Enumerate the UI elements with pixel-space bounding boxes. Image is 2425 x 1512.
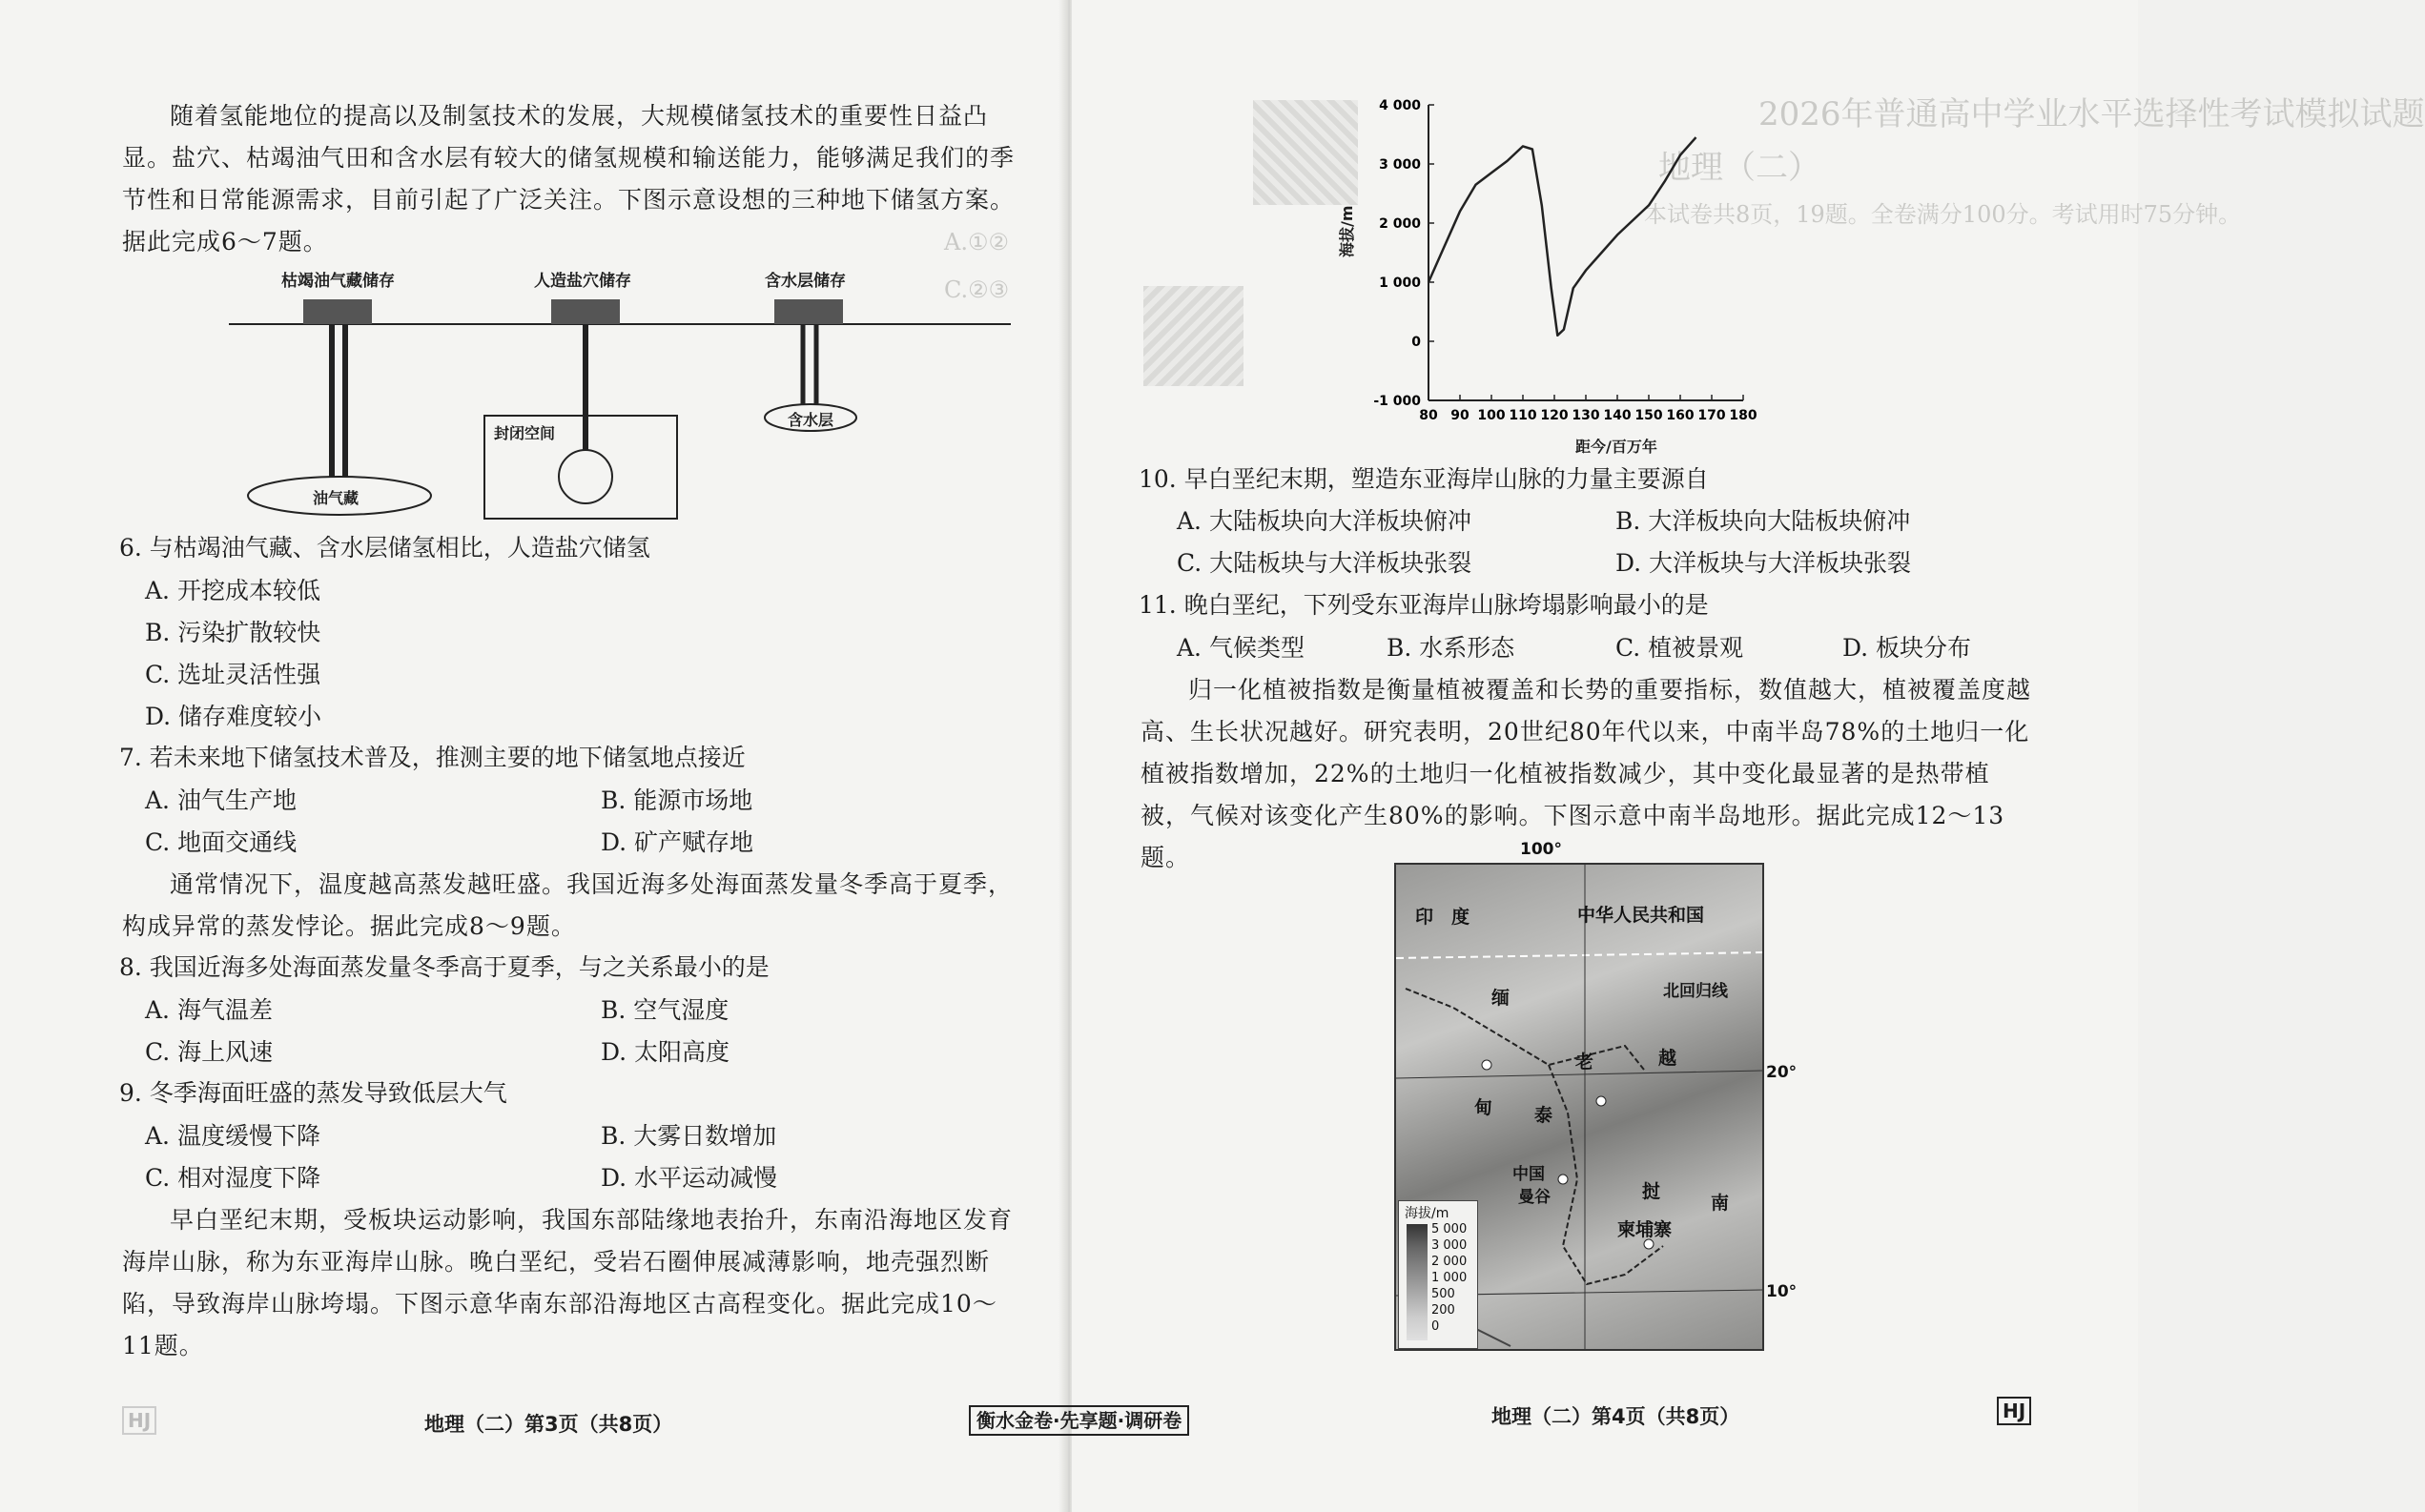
legend-1000: 1 000 (1431, 1271, 1468, 1285)
q10-option-d: D. 大洋板块与大洋板块张裂 (1615, 549, 1912, 577)
qr-code-ghost (1253, 100, 1358, 205)
q6-option-d: D. 储存难度较小 (145, 703, 322, 730)
chart-x-tick-label: 90 (1450, 408, 1469, 423)
q9-option-b: B. 大雾日数增加 (601, 1122, 777, 1150)
chart-y-tick-label: 1 000 (1379, 276, 1421, 291)
bleed-title: 2026年普通高中学业水平选择性考试模拟试题 (1758, 95, 2425, 133)
question-8: 8. 我国近海多处海面蒸发量冬季高于夏季，与之关系最小的是 (119, 953, 770, 981)
map-lat-20: 20° (1766, 1063, 1798, 1082)
map-bangkok: 曼谷 (1518, 1188, 1551, 1207)
legend-500: 500 (1431, 1287, 1455, 1301)
q9-option-c: C. 相对湿度下降 (145, 1164, 321, 1192)
q10-option-c: C. 大陆板块与大洋板块张裂 (1177, 549, 1472, 577)
q11-option-d: D. 板块分布 (1842, 634, 1972, 662)
hj-mark-left: HJ (122, 1406, 156, 1435)
q7-option-b: B. 能源市场地 (601, 787, 753, 814)
q7-option-c: C. 地面交通线 (145, 828, 298, 856)
legend-2000: 2 000 (1431, 1255, 1468, 1269)
qr-code-ghost (1143, 286, 1243, 386)
q7-option-a: A. 油气生产地 (145, 787, 297, 814)
q6-option-b: B. 污染扩散较快 (145, 619, 321, 646)
map-cambodia: 柬埔寨 (1617, 1219, 1673, 1240)
chart-y-tick-label: 2 000 (1379, 216, 1421, 232)
legend-0: 0 (1431, 1319, 1440, 1334)
ndvi-paragraph: 归一化植被指数是衡量植被覆盖和长势的重要指标，数值越大，植被覆盖度越高、生长状况越好。研究表明，20世纪80年代以来，中南半岛78%的土地归一化植被指数增加，22%的土地归一化植被指数减少，其中变化最显著的是热带植被，气候对该变化产生80%的影响。下图示意中南半岛地形。据此完成12～13题。 (1141, 676, 2032, 871)
bleed-subtitle: 地理（二） (1658, 149, 1820, 187)
map-vietnam-a: 越 (1658, 1048, 1677, 1069)
paleo-elevation-chart (1362, 78, 1762, 440)
map-thailand: 泰 (1534, 1105, 1553, 1126)
q10-option-a: A. 大陆板块向大洋板块俯冲 (1177, 507, 1471, 535)
series-banner: 衡水金卷·先享题·调研卷 (969, 1405, 1189, 1436)
map-myanmar-b: 甸 (1474, 1097, 1493, 1118)
chart-xlabel: 距今/百万年 (1575, 438, 1657, 456)
chart-x-tick-label: 180 (1729, 408, 1757, 423)
chart-x-tick-label: 80 (1419, 408, 1438, 423)
chart-x-tick-label: 140 (1603, 408, 1632, 423)
legend-200: 200 (1431, 1303, 1455, 1318)
diagram-label-aquifer: 含水层储存 (765, 272, 846, 291)
indochina-terrain-map (1394, 840, 1798, 1351)
map-lat-10: 10° (1766, 1282, 1798, 1301)
map-china: 中华人民共和国 (1577, 905, 1705, 926)
q8-option-c: C. 海上风速 (145, 1038, 274, 1066)
q8-option-a: A. 海气温差 (145, 996, 273, 1024)
chart-ylabel: 海拔/m (1338, 205, 1356, 257)
map-thai-country: 中国 (1512, 1165, 1545, 1184)
question-11: 11. 晚白垩纪，下列受东亚海岸山脉垮塌影响最小的是 (1139, 591, 1709, 619)
storage-diagram (229, 265, 1039, 532)
chart-x-tick-label: 170 (1697, 408, 1726, 423)
map-lon-100: 100° (1520, 840, 1562, 859)
bleed-text: C.②③ (944, 276, 1010, 303)
chart-y-tick-label: 3 000 (1379, 157, 1421, 173)
left-page (0, 0, 1066, 1512)
legend-title: 海拔/m (1405, 1206, 1449, 1221)
legend-color-ramp (1407, 1224, 1428, 1340)
chart-y-tick-label: 4 000 (1379, 98, 1421, 113)
q9-option-a: A. 温度缓慢下降 (145, 1122, 320, 1150)
question-7: 7. 若未来地下储氢技术普及，推测主要的地下储氢地点接近 (119, 744, 746, 771)
evaporation-paragraph: 通常情况下，温度越高蒸发越旺盛。我国近海多处海面蒸发量冬季高于夏季，构成异常的蒸发悖论。据此完成8～9题。 (122, 870, 1014, 940)
diagram-sealed-space: 封闭空间 (494, 424, 556, 442)
page-footer-left: 地理（二）第3页（共8页） (424, 1413, 673, 1436)
map-laos-b: 挝 (1642, 1181, 1661, 1202)
chart-y-tick-label: 0 (1411, 335, 1421, 350)
q6-option-a: A. 开挖成本较低 (145, 577, 320, 604)
map-india: 印 度 (1415, 907, 1470, 928)
q6-option-c: C. 选址灵活性强 (145, 661, 321, 688)
chart-x-tick-label: 100 (1477, 408, 1506, 423)
question-9: 9. 冬季海面旺盛的蒸发导致低层大气 (119, 1079, 507, 1107)
legend-5000: 5 000 (1431, 1222, 1468, 1236)
q10-option-b: B. 大洋板块向大陆板块俯冲 (1615, 507, 1911, 535)
q9-option-d: D. 水平运动减慢 (601, 1164, 778, 1192)
bleed-text: 本试卷共8页，19题。全卷满分100分。考试用时75分钟。 (1644, 201, 2242, 228)
chart-x-tick-label: 160 (1666, 408, 1695, 423)
chart-x-tick-label: 120 (1540, 408, 1569, 423)
map-vietnam-b: 南 (1711, 1193, 1730, 1214)
diagram-label-salt: 人造盐穴储存 (534, 272, 631, 291)
q8-option-b: B. 空气湿度 (601, 996, 730, 1024)
page-footer-right: 地理（二）第4页（共8页） (1491, 1405, 1740, 1428)
intro-paragraph: 随着氢能地位的提高以及制氢技术的发展，大规模储氢技术的重要性日益凸显。盐穴、枯竭油气田和含水层有较大的储氢规模和输送能力，能够满足我们的季节性和日常能源需求，目前引起了广泛关注。下图示意设想的三种地下储氢方案。据此完成6～7题。 (122, 102, 1016, 255)
diagram-label-oil: 枯竭油气藏储存 (281, 272, 395, 291)
bleed-text: A.①② (944, 229, 1009, 255)
q11-option-b: B. 水系形态 (1387, 634, 1515, 662)
chart-elevation-line (1428, 137, 1696, 336)
legend-3000: 3 000 (1431, 1238, 1468, 1253)
q11-option-a: A. 气候类型 (1177, 634, 1305, 662)
map-legend (1398, 1200, 1478, 1349)
question-10: 10. 早白垩纪末期，塑造东亚海岸山脉的力量主要源自 (1139, 465, 1709, 493)
chart-y-tick-label: -1 000 (1373, 394, 1421, 409)
chart-x-tick-label: 130 (1572, 408, 1600, 423)
diagram-aquifer: 含水层 (788, 411, 834, 429)
q11-option-c: C. 植被景观 (1615, 634, 1744, 662)
map-tropic: 北回归线 (1663, 982, 1728, 1001)
chart-x-tick-label: 150 (1634, 408, 1663, 423)
q8-option-d: D. 太阳高度 (601, 1038, 730, 1066)
chart-x-tick-label: 110 (1509, 408, 1537, 423)
map-myanmar-a: 缅 (1491, 988, 1510, 1009)
hj-mark-right: HJ (1997, 1397, 2031, 1425)
question-6: 6. 与枯竭油气藏、含水层储氢相比，人造盐穴储氢 (119, 534, 650, 562)
q7-option-d: D. 矿产赋存地 (601, 828, 754, 856)
cretaceous-paragraph: 早白垩纪末期，受板块运动影响，我国东部陆缘地表抬升，东南沿海地区发育海岸山脉，称为东亚海岸山脉。晚白垩纪，受岩石圈伸展减薄影响，地壳强烈断陷，导致海岸山脉垮塌。下图示意华南东部沿海地区古高程变化。据此完成10～11题。 (122, 1206, 1014, 1359)
map-laos-a: 老 (1575, 1052, 1594, 1073)
diagram-oil-gas: 油气藏 (313, 489, 360, 507)
